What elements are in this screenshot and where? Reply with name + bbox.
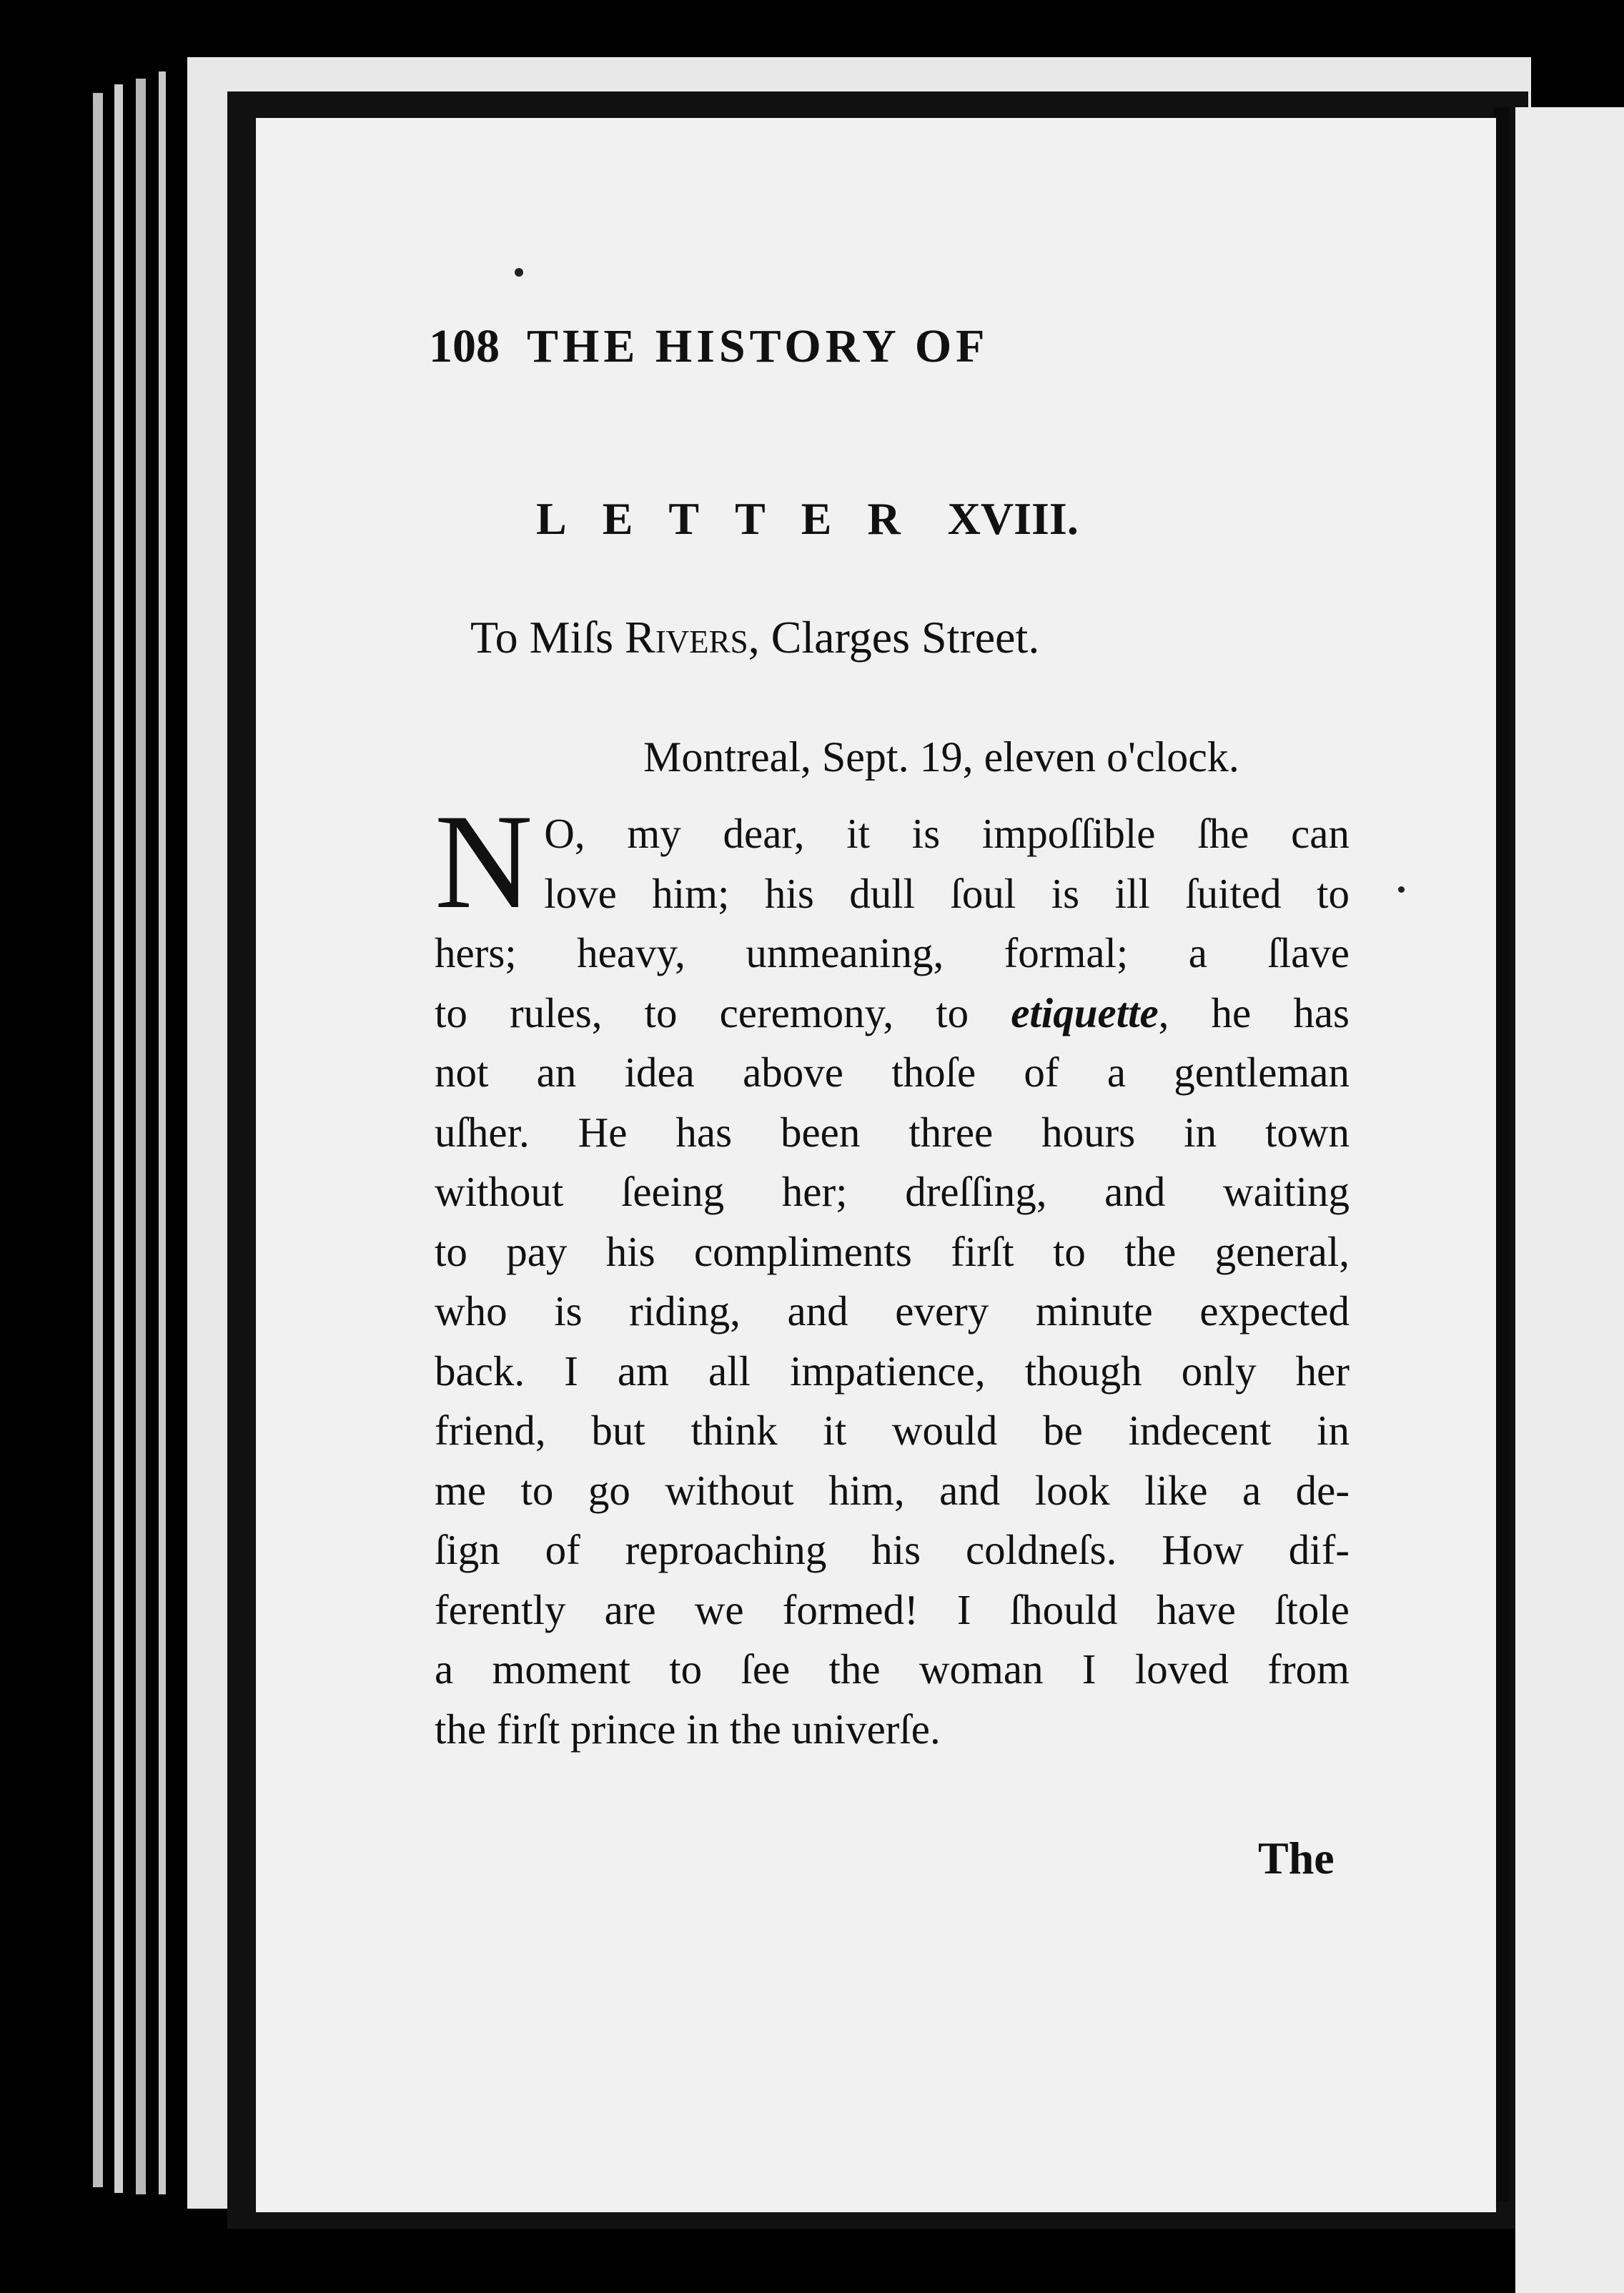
letter-heading <box>536 492 1079 545</box>
body-line: who is riding, and every minute expected <box>435 1287 1350 1334</box>
drop-cap: N <box>435 787 533 937</box>
body-line: without ſeeing her; dreſſing, and waiting <box>435 1168 1350 1215</box>
catchword: The <box>1258 1833 1335 1883</box>
ink-speck <box>515 268 523 277</box>
running-title: THE HISTORY OF <box>527 320 989 372</box>
page-edge <box>114 84 123 2193</box>
body-line: to pay his compliments firſt to the general, <box>435 1227 1350 1275</box>
body-line: uſher. He has been three hours in town <box>435 1108 1350 1156</box>
page-edge <box>93 93 103 2187</box>
body-line: love him; his dull ſoul is ill ſuited to <box>544 869 1350 917</box>
body-line: hers; heavy, unmeaning, formal; a ſlave <box>435 929 1350 976</box>
gutter <box>1494 107 1510 2202</box>
page-edge <box>136 79 146 2194</box>
body-line: ferently are we formed! I ſhould have ſtole <box>435 1585 1350 1633</box>
ink-speck <box>1398 886 1405 893</box>
dateline: Montreal, Sept. 19, eleven o'clock. <box>643 733 1239 781</box>
page-edge <box>159 71 166 2194</box>
body-line: a moment to ſee the woman I loved from <box>435 1645 1350 1693</box>
body-line: O, my dear, it is impoſſible ſhe can <box>544 810 1350 857</box>
body-line: not an idea above thoſe of a gentleman <box>435 1049 1350 1096</box>
letter-numeral: XVIII. <box>947 493 1079 544</box>
body-line: back. I am all impatience, though only her <box>435 1347 1350 1395</box>
recipient-name: Rivers <box>625 612 748 663</box>
body-line: friend, but think it would be indecent in <box>435 1407 1350 1454</box>
body-line: to rules, to ceremony, to etiquette, he has <box>435 989 1350 1036</box>
running-head <box>429 320 989 374</box>
letter-word: LETTER <box>536 493 936 544</box>
italic-word: etiquette <box>1011 989 1159 1036</box>
body-line: me to go without him, and look like a de- <box>435 1466 1350 1514</box>
page-number: 108 <box>429 320 500 372</box>
body-line: ſign of reproaching his coldneſs. How dif- <box>435 1526 1350 1573</box>
body-line: the firſt prince in the univerſe. <box>435 1705 941 1753</box>
facing-page-edge <box>1515 107 1624 2293</box>
page <box>256 118 1496 2212</box>
letter-address: To Miſs Rivers, Clarges Street. <box>470 612 1040 663</box>
letter-body <box>435 787 1350 1759</box>
